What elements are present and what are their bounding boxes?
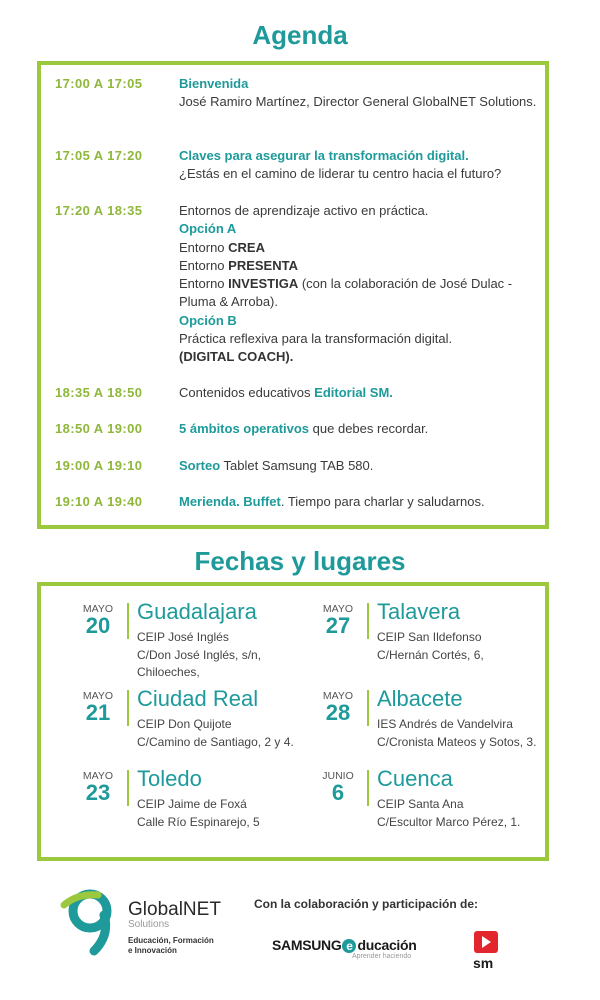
globalnet-tagline: Educación, Formación e Innovación <box>128 936 214 955</box>
sm-logo-text: sm <box>473 955 494 971</box>
env-presenta: PRESENTA <box>228 257 298 273</box>
city-name: Albacete <box>377 686 463 711</box>
env-prefix: Entorno <box>179 276 229 292</box>
agenda-item-text: José Ramiro Martínez, Director General GlobalNET Solutions. <box>179 94 537 110</box>
date-month: MAYO <box>82 770 114 782</box>
agenda-item-text: Tablet Samsung TAB 580. <box>220 458 374 473</box>
date-day: 28 <box>325 700 351 725</box>
city-name: Cuenca <box>377 766 453 791</box>
agenda-title: Agenda <box>252 20 348 50</box>
globalnet-title: GlobalNET <box>128 899 221 920</box>
date-month: MAYO <box>322 690 354 702</box>
place-talavera <box>317 601 547 681</box>
place-toledo <box>77 768 307 848</box>
agenda-item-text: Contenidos educativos <box>179 385 315 400</box>
agenda-box <box>37 61 549 529</box>
date-month: MAYO <box>82 603 114 615</box>
agenda-item-text: . Tiempo para charlar y saludarnos. <box>280 494 485 509</box>
option-a-label: Opción A <box>179 221 237 237</box>
agenda-time: 17:20 A 18:35 <box>55 203 143 218</box>
option-b-label: Opción B <box>179 312 237 328</box>
address: C/Cronista Mateos y Sotos, 3. <box>377 734 537 749</box>
env-prefix: Entorno <box>179 257 229 273</box>
place-ciudad-real <box>77 688 307 768</box>
agenda-item-title: Bienvenida <box>179 76 249 91</box>
samsung-education-logo <box>272 937 417 953</box>
practice-text: Práctica reflexiva para la transformación digital. <box>179 331 453 347</box>
city-name: Talavera <box>377 599 461 624</box>
address: C/Don José Inglés, s/n, Chiloeches, <box>137 647 262 679</box>
globalnet-logo-icon <box>58 885 122 962</box>
date-month: MAYO <box>322 603 354 615</box>
env-investiga: INVESTIGA <box>228 276 299 292</box>
divider <box>367 770 369 806</box>
city-name: Toledo <box>137 766 202 791</box>
digital-coach: (DIGITAL COACH). <box>179 349 294 365</box>
place-albacete <box>317 688 547 768</box>
date-day: 27 <box>325 613 351 638</box>
agenda-time: 18:50 A 19:00 <box>55 421 143 436</box>
agenda-item-title: Merienda. Buffet <box>179 494 281 509</box>
divider <box>127 690 129 726</box>
venue: CEIP Santa Ana <box>377 797 464 811</box>
agenda-item-text: ¿Estás en el camino de liderar tu centro hacia el futuro? <box>179 166 502 182</box>
fechas-box <box>37 582 549 861</box>
address: Calle Río Espinarejo, 5 <box>137 814 260 829</box>
divider <box>127 770 129 806</box>
address: C/Hernán Cortés, 6, <box>377 647 484 662</box>
agenda-time: 17:05 A 17:20 <box>55 148 143 163</box>
address: C/Camino de Santiago, 2 y 4. <box>137 734 294 749</box>
globalnet-subtitle: Solutions <box>128 919 170 930</box>
venue: CEIP San Ildefonso <box>377 630 482 644</box>
samsung-word: SAMSUNG <box>272 937 342 953</box>
env-investiga-note: (con la colaboración de José Dulac - Pluma & Arroba). <box>179 276 513 310</box>
agenda-time: 19:00 A 19:10 <box>55 458 143 473</box>
agenda-item-text: que debes recordar. <box>309 421 429 436</box>
divider <box>367 690 369 726</box>
city-name: Guadalajara <box>137 599 257 624</box>
env-prefix: Entorno <box>179 239 229 255</box>
agenda-item-title: Claves para asegurar la transformación digital. <box>179 148 469 163</box>
place-guadalajara <box>77 601 307 681</box>
agenda-time: 19:10 A 19:40 <box>55 494 143 509</box>
date-day: 6 <box>331 780 345 805</box>
divider <box>127 603 129 639</box>
place-cuenca <box>317 768 547 848</box>
agenda-time: 18:35 A 18:50 <box>55 385 143 400</box>
editorial-sm: Editorial SM. <box>314 385 393 400</box>
date-month: MAYO <box>82 690 114 702</box>
env-crea: CREA <box>228 239 265 255</box>
fechas-title: Fechas y lugares <box>194 546 406 576</box>
samsung-e-icon: e <box>342 939 356 953</box>
samsung-education-word: ducación <box>357 937 417 953</box>
venue: CEIP José Inglés <box>137 630 229 644</box>
agenda-item-title: 5 ámbitos operativos <box>179 421 310 436</box>
venue: IES Andrés de Vandelvira <box>377 717 513 731</box>
date-day: 21 <box>85 700 111 725</box>
collaboration-text: Con la colaboración y participación de: <box>254 897 479 911</box>
date-day: 20 <box>85 613 111 638</box>
divider <box>367 603 369 639</box>
agenda-item-title: Sorteo <box>179 458 221 473</box>
agenda-item-text: Entornos de aprendizaje activo en práctica. <box>179 203 429 218</box>
samsung-tagline: Aprender haciendo <box>352 953 412 960</box>
sm-logo-icon <box>474 931 498 958</box>
city-name: Ciudad Real <box>137 686 259 711</box>
date-month: JUNIO <box>322 770 354 782</box>
address: C/Escultor Marco Pérez, 1. <box>377 814 521 829</box>
venue: CEIP Don Quijote <box>137 717 232 731</box>
date-day: 23 <box>85 780 111 805</box>
agenda-time: 17:00 A 17:05 <box>55 76 143 91</box>
venue: CEIP Jaime de Foxá <box>137 797 247 811</box>
